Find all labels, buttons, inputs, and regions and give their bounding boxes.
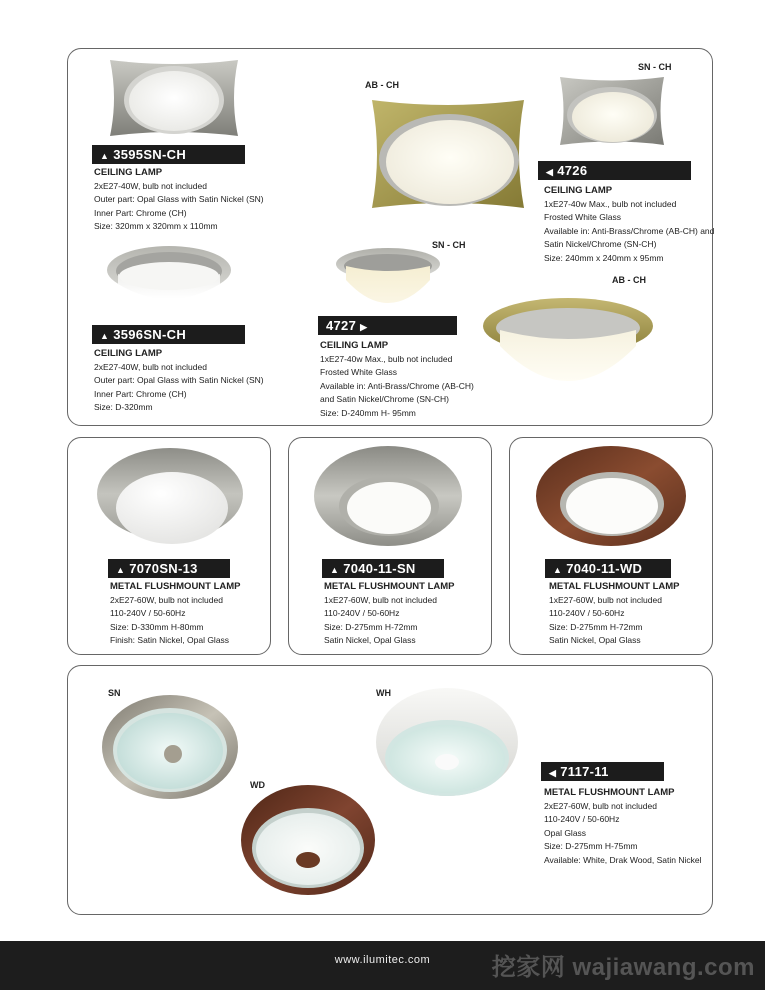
lamp-4726-ab-ch-image — [370, 98, 526, 210]
triangle-left-icon: ◀ — [549, 768, 557, 778]
finish-label-ab-ch: AB - CH — [365, 80, 399, 90]
lamp-4726-sn-ch-image — [558, 75, 666, 147]
lamp-4727-ab-ch-image — [482, 296, 654, 396]
product-tag-3595sn-ch: ▲ 3595SN-CH — [92, 145, 245, 164]
product-tag-7070sn-13: ▲ 7070SN-13 — [108, 559, 230, 578]
lamp-3595sn-ch-image — [108, 58, 240, 138]
triangle-up-icon: ▲ — [100, 331, 110, 341]
spec-4727: CEILING LAMP 1xE27-40w Max., bulb not included Frosted White Glass Available in: Anti-Brass/Chrome (AB-CH) and Satin Nickel/Chrome (SN-CH) Size: D-240mm H- 95mm — [320, 340, 474, 418]
lamp-7040-11-wd-image — [535, 444, 687, 548]
spec-7040-11-sn: METAL FLUSHMOUNT LAMP 1xE27-60W, bulb not included 110-240V / 50-60Hz Size: D-275mm H-72mm Satin Nickel, Opal Glass — [324, 581, 455, 645]
product-tag-7040-11-sn: ▲ 7040-11-SN — [322, 559, 444, 578]
finish-label-sn: SN — [108, 688, 121, 698]
spec-7070sn-13: METAL FLUSHMOUNT LAMP 2xE27-60W, bulb not included 110-240V / 50-60Hz Size: D-330mm H-80mm Finish: Satin Nickel, Opal Glass — [110, 581, 241, 645]
triangle-up-icon: ▲ — [330, 565, 340, 575]
lamp-4727-sn-ch-image — [334, 246, 442, 312]
product-tag-4726: ◀ 4726 — [538, 161, 691, 180]
product-tag-3596sn-ch: ▲ 3596SN-CH — [92, 325, 245, 344]
finish-label-wd: WD — [250, 780, 265, 790]
spec-7040-11-wd: METAL FLUSHMOUNT LAMP 1xE27-60W, bulb not included 110-240V / 50-60Hz Size: D-275mm H-72mm Satin Nickel, Opal Glass — [549, 581, 680, 645]
triangle-up-icon: ▲ — [553, 565, 563, 575]
website-url: www.ilumitec.com — [334, 954, 431, 966]
product-tag-7040-11-wd: ▲ 7040-11-WD — [545, 559, 671, 578]
product-tag-7117-11: ◀ 7117-11 — [541, 762, 664, 781]
lamp-7040-11-sn-image — [313, 444, 463, 548]
product-tag-4727: 4727 ▶ — [318, 316, 457, 335]
finish-label-wh: WH — [376, 688, 391, 698]
lamp-7117-11-wd-image — [240, 784, 376, 896]
footer-bar — [0, 941, 765, 990]
lamp-7117-11-sn-image — [101, 694, 239, 800]
spec-3596sn-ch: CEILING LAMP 2xE27-40W, bulb not included Outer part: Opal Glass with Satin Nickel (SN) Inner Part: Chrome (CH) Size: D-320mm — [94, 348, 264, 412]
spec-4726: CEILING LAMP 1xE27-40w Max., bulb not included Frosted White Glass Available in: Anti-Brass/Chrome (AB-CH) and Satin Nickel/Chrome (SN-CH) Size: 240mm x 240mm x 95mm — [544, 185, 715, 263]
triangle-left-icon: ◀ — [546, 167, 554, 177]
lamp-3596sn-ch-image — [106, 244, 232, 314]
lamp-7070sn-13-image — [96, 444, 244, 548]
spec-3595sn-ch: CEILING LAMP 2xE27-40W, bulb not included Outer part: Opal Glass with Satin Nickel (SN) Inner Part: Chrome (CH) Size: 320mm x 320mm x 110mm — [94, 167, 264, 231]
triangle-up-icon: ▲ — [116, 565, 126, 575]
finish-label-ab-ch: AB - CH — [612, 275, 646, 285]
finish-label-sn-ch: SN - CH — [432, 240, 466, 250]
finish-label-sn-ch: SN - CH — [638, 62, 672, 72]
watermark: 挖家网 wajiawang.com — [491, 954, 755, 981]
spec-7117-11: METAL FLUSHMOUNT LAMP 2xE27-60W, bulb not included 110-240V / 50-60Hz Opal Glass Size: D-275mm H-75mm Available: White, Drak Wood, Satin Nickel — [544, 787, 702, 865]
triangle-right-icon: ▶ — [360, 322, 368, 332]
lamp-7117-11-wh-image — [375, 686, 519, 798]
triangle-up-icon: ▲ — [100, 151, 110, 161]
